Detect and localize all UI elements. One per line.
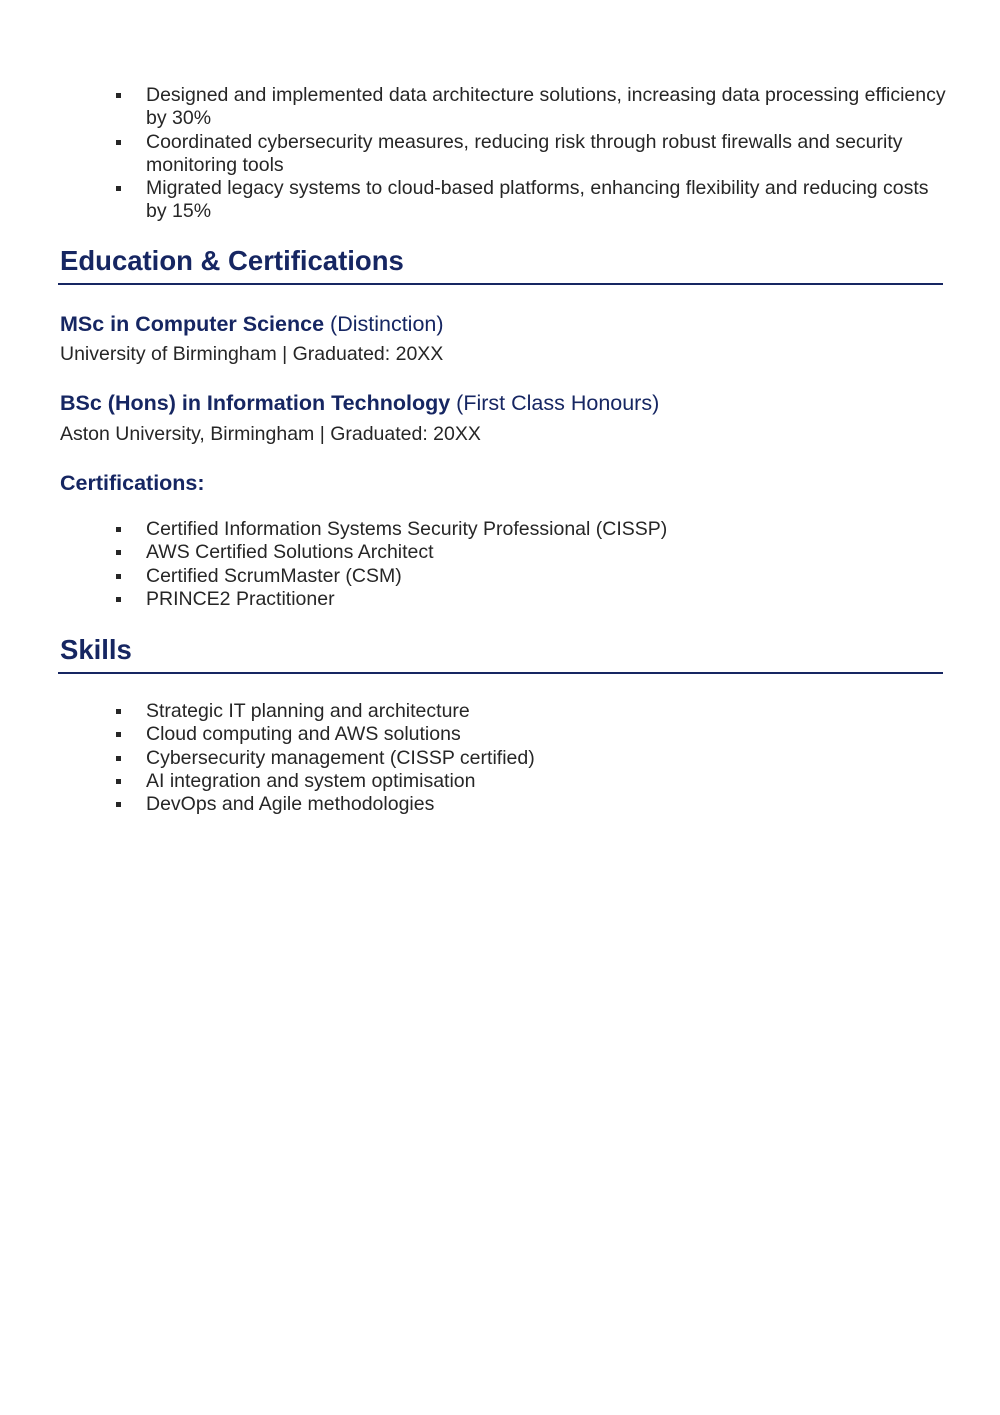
square-bullet-icon [116, 93, 121, 98]
education-section-title: Education & Certifications [60, 245, 404, 276]
certification-item [146, 541, 946, 564]
square-bullet-icon [116, 732, 121, 737]
skill-text: AI integration and system optimisation [146, 769, 476, 792]
square-bullet-icon [116, 779, 121, 784]
experience-bullet-text: Coordinated cybersecurity measures, reducing risk through robust firewalls and security monitoring tools [146, 130, 903, 176]
certifications-heading: Certifications: [60, 471, 205, 495]
certification-item [146, 518, 946, 541]
skills-section-divider [58, 672, 943, 674]
square-bullet-icon [116, 550, 121, 555]
certification-text: AWS Certified Solutions Architect [146, 541, 434, 564]
skill-item [146, 747, 946, 770]
square-bullet-icon [116, 574, 121, 579]
degree-honour: (Distinction) [330, 312, 444, 336]
experience-bullet-text: Migrated legacy systems to cloud-based platforms, enhancing flexibility and reducing costs by 15% [146, 177, 929, 223]
experience-bullet-item [146, 177, 946, 224]
degree-heading-msc [60, 311, 444, 337]
experience-bullet-list [146, 84, 946, 224]
experience-bullet-item [146, 131, 946, 178]
certifications-list [146, 518, 946, 611]
square-bullet-icon [116, 140, 121, 145]
square-bullet-icon [116, 597, 121, 602]
square-bullet-icon [116, 756, 121, 761]
certification-item [146, 565, 946, 588]
skills-section-title: Skills [60, 634, 132, 665]
certification-text: Certified ScrumMaster (CSM) [146, 564, 402, 587]
institution-bsc: Aston University, Birmingham | Graduated: 20XX [60, 423, 481, 445]
experience-bullet-text: Designed and implemented data architecture solutions, increasing data processing efficiency by 30% [146, 84, 946, 130]
skill-item [146, 723, 946, 746]
certification-text: PRINCE2 Practitioner [146, 587, 335, 610]
degree-name: BSc (Hons) in Information Technology [60, 391, 451, 415]
certification-item [146, 588, 946, 611]
degree-name: MSc in Computer Science [60, 312, 325, 336]
degree-heading-bsc [60, 390, 659, 416]
skill-text: Strategic IT planning and architecture [146, 700, 470, 722]
degree-honour: (First Class Honours) [456, 391, 660, 415]
experience-bullet-item [146, 84, 946, 131]
skill-text: Cloud computing and AWS solutions [146, 723, 461, 746]
square-bullet-icon [116, 709, 121, 714]
education-section-divider [58, 283, 943, 285]
square-bullet-icon [116, 802, 121, 807]
square-bullet-icon [116, 186, 121, 191]
skill-item [146, 793, 946, 816]
skill-item [146, 770, 946, 793]
institution-msc: University of Birmingham | Graduated: 20XX [60, 343, 444, 365]
skills-list [146, 700, 946, 816]
skill-text: Cybersecurity management (CISSP certified) [146, 746, 535, 769]
skill-item [146, 700, 946, 723]
certification-text: Certified Information Systems Security Professional (CISSP) [146, 518, 668, 540]
skill-text: DevOps and Agile methodologies [146, 793, 435, 816]
square-bullet-icon [116, 527, 121, 532]
